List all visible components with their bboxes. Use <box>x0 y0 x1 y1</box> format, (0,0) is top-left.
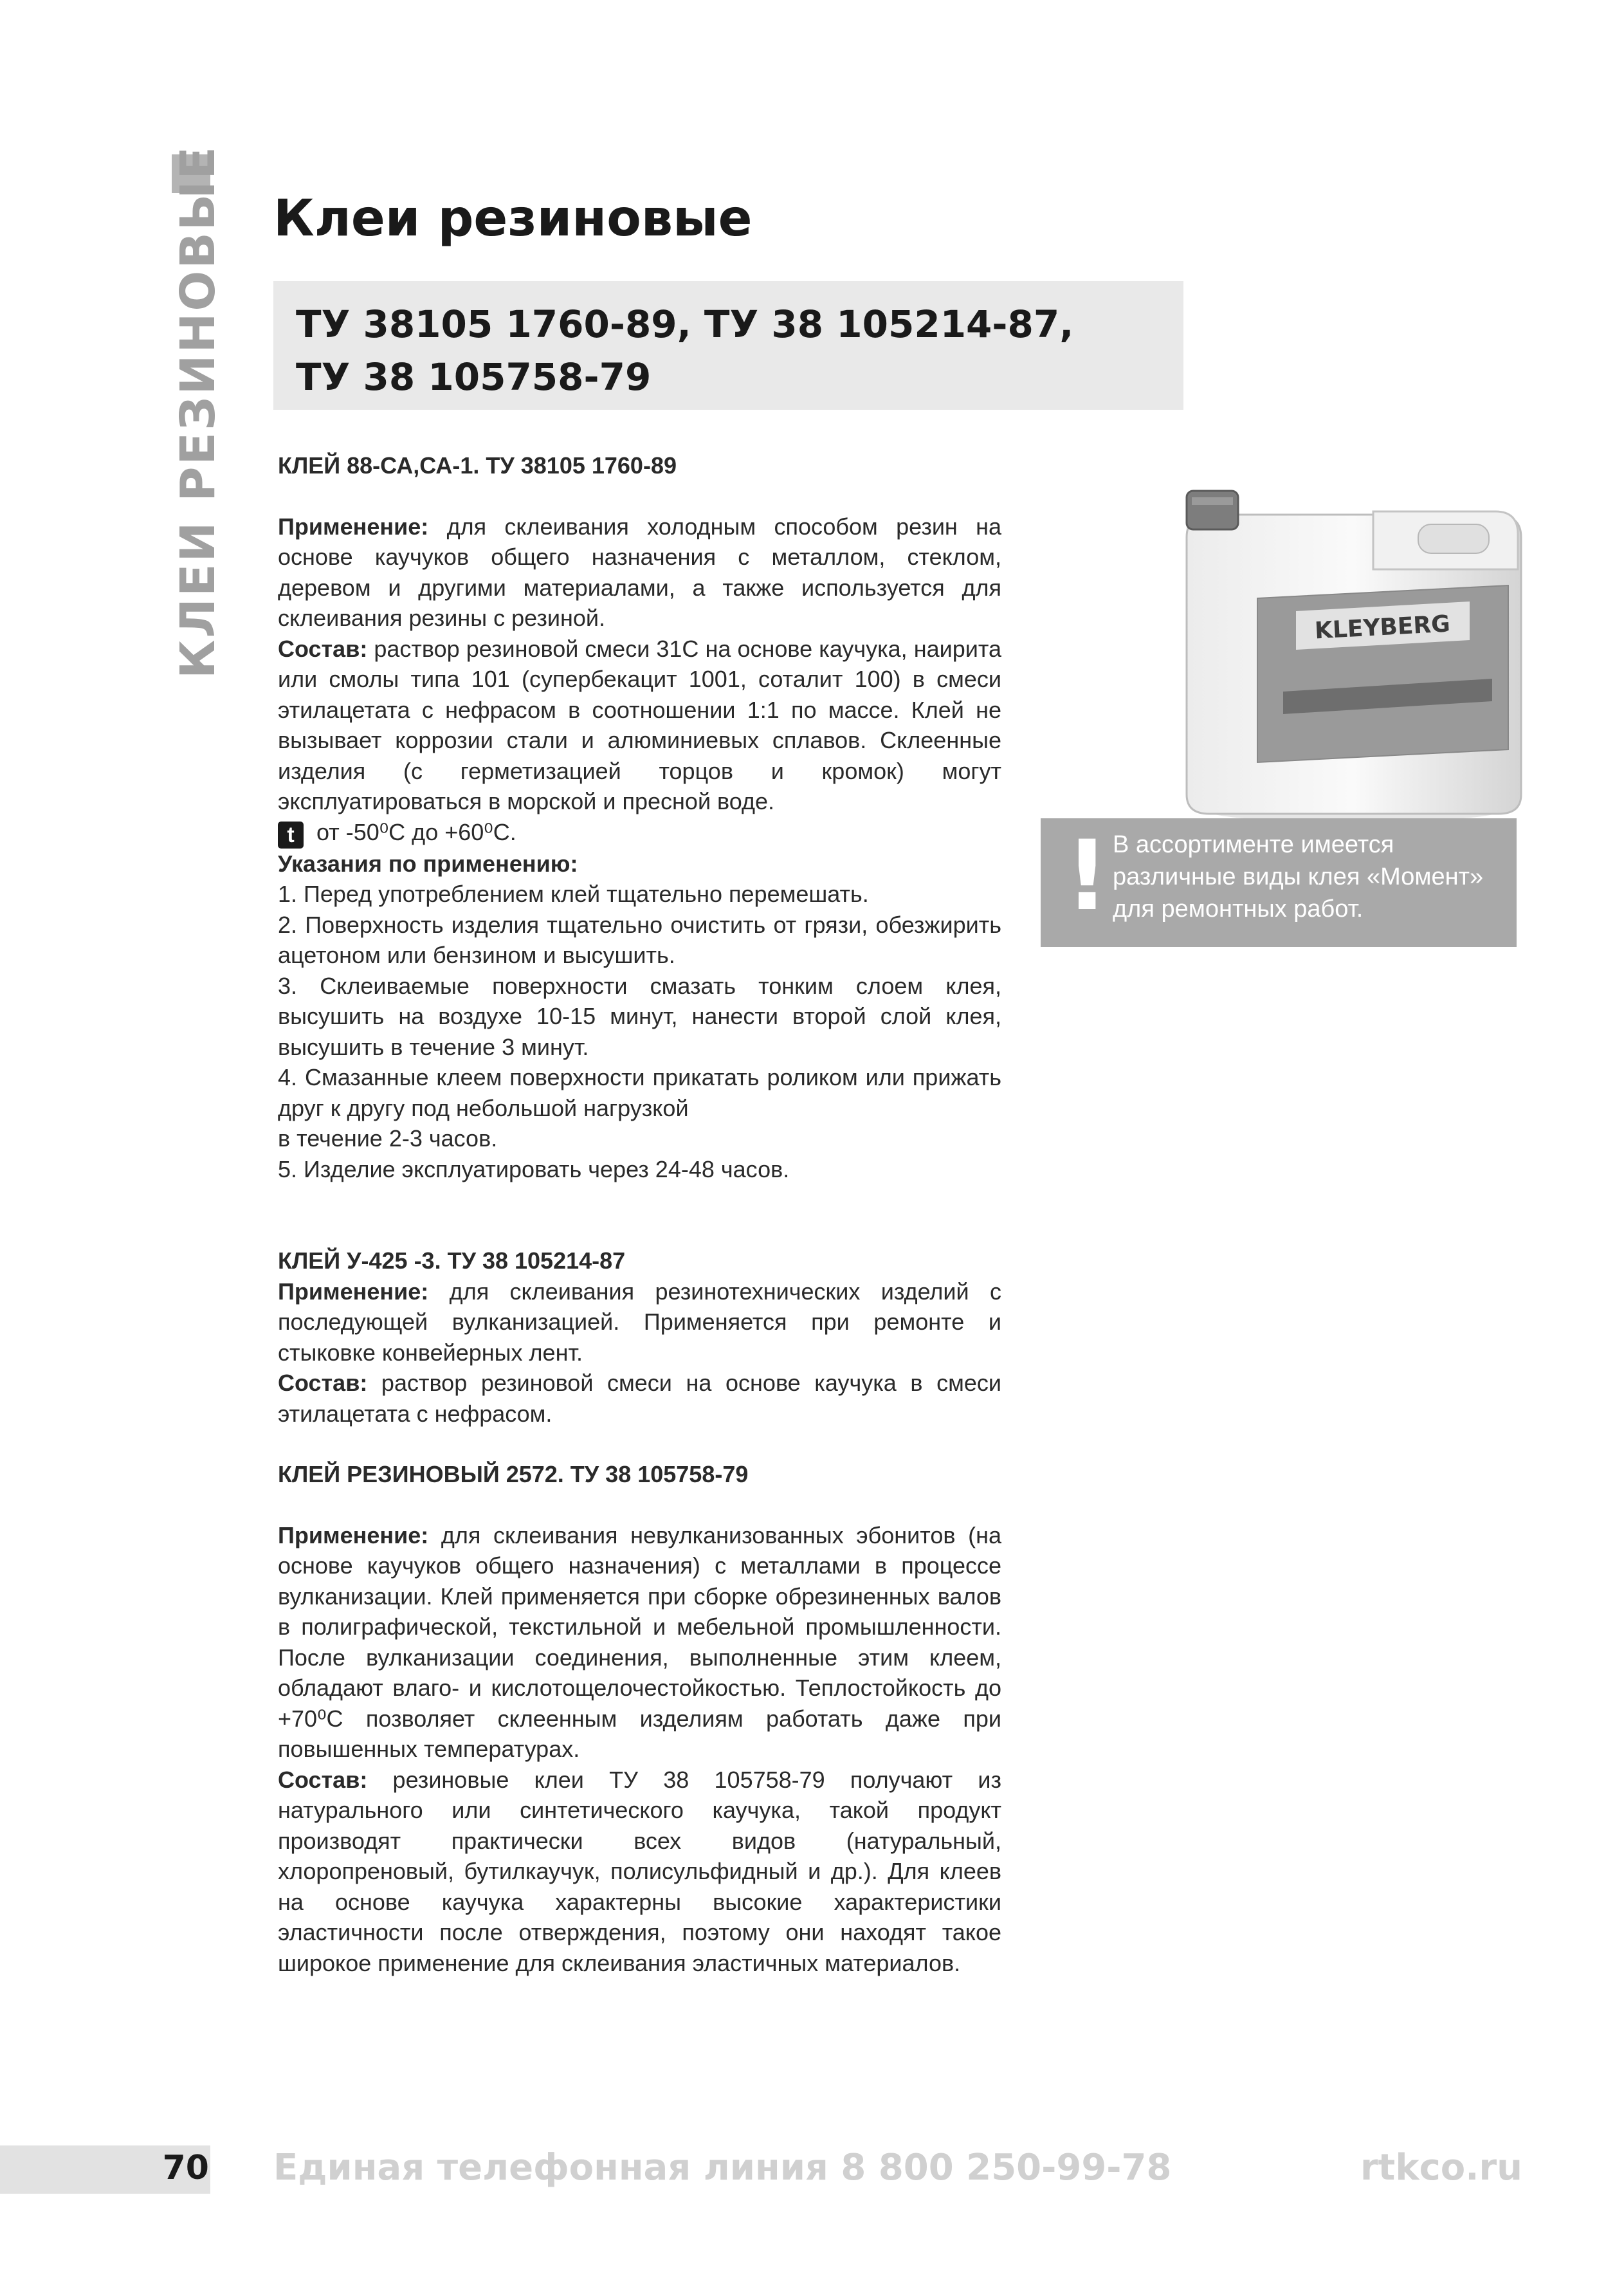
section-heading-2572: КЛЕЙ РЕЗИНОВЫЙ 2572. ТУ 38 105758-79 <box>278 1461 749 1487</box>
sidebar-title: КЛЕИ РЕЗИНОВЫЕ <box>170 145 226 679</box>
footer-website: rtkco.ru <box>1360 2147 1522 2189</box>
composition-label: Состав: <box>278 635 368 662</box>
application-label: Применение: <box>278 513 429 540</box>
section-88-sa-application <box>278 511 1001 634</box>
canister-brand: KLEYBERG <box>1314 611 1451 645</box>
main-content <box>278 450 1001 1978</box>
application-label: Применение: <box>278 1278 429 1305</box>
composition-label: Состав: <box>278 1766 368 1793</box>
exclamation-icon: ! <box>1065 820 1109 932</box>
composition-text: раствор резиновой смеси 31С на основе каучука, наирита или смолы типа 101 (супербекацит 1001, соталит 100) в смеси этилацетата с нефрасом в соотношении 1:1 по массе. Клей не вызывает коррозии стали и алюминиевых сплавов. Склеенные изделия (с герметизацией торцов и кромок) могут эксплуатироваться в морской и пресной воде. <box>278 635 1001 814</box>
composition-text: раствор резиновой смеси на основе каучука в смеси этилацетата с нефрасом. <box>278 1370 1001 1427</box>
temperature-icon: t <box>278 822 304 849</box>
section-88-sa-composition <box>278 634 1001 817</box>
section-u-425-application <box>278 1276 1001 1368</box>
notice-text: В ассортименте имеется различные виды клея «Момент» для ремонтных работ. <box>1113 831 1484 923</box>
subtitle-box <box>273 281 1183 410</box>
section-heading-88-sa: КЛЕЙ 88-СА,СА-1. ТУ 38105 1760-89 <box>278 452 677 479</box>
instruction-step: 4. Смазанные клеем поверхности прикатать роликом или прижать друг к другу под небольшой нагрузкой <box>278 1064 1001 1121</box>
instruction-step: 3. Склеиваемые поверхности смазать тонким слоем клея, высушить на воздухе 10-15 минут, нанести второй слой клея, высушить в течение 3 минут. <box>278 972 1001 1060</box>
section-heading-u-425: КЛЕЙ У-425 -3. ТУ 38 105214-87 <box>278 1247 626 1274</box>
section-2572-composition <box>278 1765 1001 1979</box>
canister-icon <box>1161 486 1547 827</box>
temperature-text: от -50⁰С до +60⁰С. <box>310 818 516 845</box>
footer-phone: Единая телефонная линия 8 800 250-99-78 <box>273 2147 1172 2189</box>
temperature-range <box>278 817 1001 849</box>
instruction-step: 1. Перед употреблением клей тщательно перемешать. <box>278 881 869 907</box>
subtitle-line-1: ТУ 38105 1760-89, ТУ 38 105214-87, <box>296 302 1074 346</box>
application-text: для склеивания резинотехнических изделий с последующей вулканизацией. Применяется при ремонте и стыковке конвейерных лент. <box>278 1278 1001 1366</box>
subtitle-line-2: ТУ 38 105758-79 <box>296 355 652 399</box>
composition-text: резиновые клеи ТУ 38 105758-79 получают из натурального или синтетического каучука, такой продукт производят практически всех видов (натуральный, хлоропреновый, бутилкаучук, полисульфидный и др.). Для клеев на основе каучука характерны высокие характеристики эластичности после отверждения, поэтому они находят такое широкое применение для склеивания эластичных материалов. <box>278 1766 1001 1976</box>
composition-label: Состав: <box>278 1370 368 1396</box>
application-text: для склеивания холодным способом резин на основе каучуков общего назначения с металлом, стеклом, деревом и другими материалами, а также используется для склеивания резины с резиной. <box>278 513 1001 631</box>
page-title: Клеи резиновые <box>273 190 753 248</box>
instructions-title: Указания по применению: <box>278 850 578 877</box>
section-2572-application <box>278 1520 1001 1765</box>
application-text: для склеивания невулканизованных эбонитов (на основе каучуков общего назначения) с металлами в процессе вулканизации. Клей применяется при сборке обрезиненных валов в полиграфической, текстильной и мебельной промышленности. После вулканизации соединения, выполненные этим клеем, обладают влаго- и кислотощелочестойкостью. Теплостойкость до +70⁰С позволяет склеенным изделиям работать даже при повышенных температурах. <box>278 1521 1001 1762</box>
instruction-step: в течение 2-3 часов. <box>278 1125 498 1152</box>
notice-box <box>1041 818 1517 947</box>
application-label: Применение: <box>278 1521 429 1548</box>
instruction-step: 5. Изделие эксплуатировать через 24-48 часов. <box>278 1155 790 1182</box>
page-number: 70 <box>162 2149 209 2187</box>
section-u-425-composition <box>278 1368 1001 1429</box>
instruction-step: 2. Поверхность изделия тщательно очистить от грязи, обезжирить ацетоном или бензином и высушить. <box>278 911 1001 968</box>
